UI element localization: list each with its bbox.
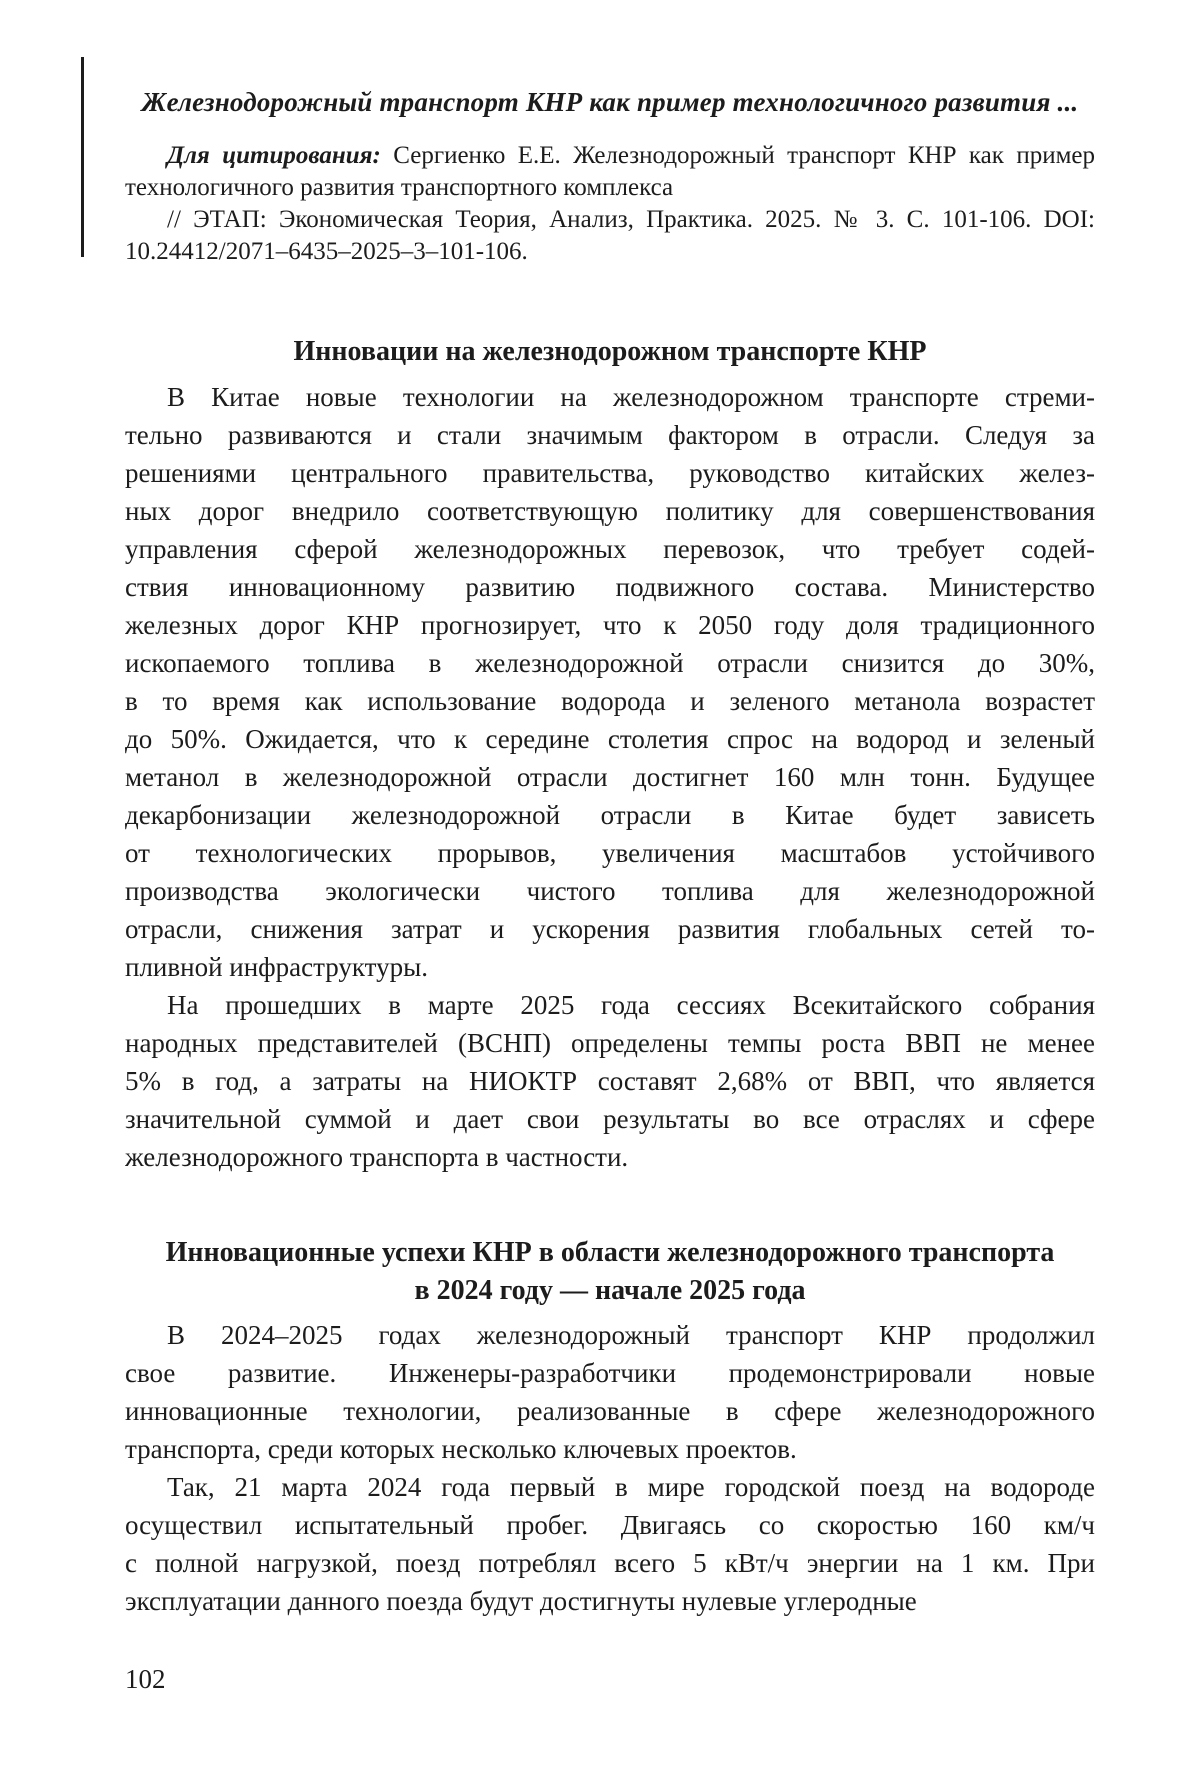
text-line: с полной нагрузкой, поезд потреблял всего 5 кВт/ч энергии на 1 км. При	[125, 1548, 1095, 1578]
paragraph	[125, 1468, 1095, 1620]
text-line: инновационные технологии, реализованные в сфере железнодорожного	[125, 1396, 1095, 1426]
section-heading-successes	[125, 1234, 1095, 1310]
text-line: управления сферой железнодорожных перевозок, что требует содей-	[125, 534, 1095, 564]
page-number: 102	[125, 1664, 166, 1694]
text-line: железнодорожного транспорта в частности.	[125, 1142, 629, 1172]
citation-doi: 10.24412/2071–6435–2025–3–101-106.	[125, 238, 528, 265]
text-line: Так, 21 марта 2024 года первый в мире городской поезд на водороде	[167, 1472, 1095, 1502]
text-line: осуществил испытательный пробег. Двигаясь со скоростью 160 км/ч	[125, 1510, 1095, 1540]
heading-line: Инновационные успехи КНР в области железнодорожного транспорта	[165, 1237, 1055, 1268]
text-line: железных дорог КНР прогнозирует, что к 2050 году доля традиционного	[125, 610, 1095, 640]
citation-line: технологичного развития транспортного комплекса	[125, 174, 674, 201]
page-content	[125, 0, 1095, 1620]
text-line: В 2024–2025 годах железнодорожный транспорт КНР продолжил	[167, 1320, 1095, 1350]
text-line: 5% в год, а затраты на НИОКТР составят 2,68% от ВВП, что является	[125, 1066, 1095, 1096]
text-line: транспорта, среди которых несколько ключевых проектов.	[125, 1434, 797, 1464]
running-header: Железнодорожный транспорт КНР как пример технологичного развития ...	[141, 87, 1079, 117]
text-line: пливной инфраструктуры.	[125, 952, 428, 982]
text-line: свое развитие. Инженеры-разработчики продемонстрировали новые	[125, 1358, 1095, 1388]
text-line: метанол в железнодорожной отрасли достигнет 160 млн тонн. Будущее	[125, 762, 1095, 792]
paragraph	[125, 1316, 1095, 1468]
paragraph	[125, 986, 1095, 1176]
text-line: ных дорог внедрило соответствующую политику для совершенствования	[125, 496, 1095, 526]
section-heading-innovations: Инновации на железнодорожном транспорте КНР	[293, 336, 927, 367]
paragraph	[125, 378, 1095, 986]
text-line: в то время как использование водорода и зеленого метанола возрастет	[125, 686, 1095, 716]
text-line: решениями центрального правительства, руководство китайских желез-	[125, 458, 1095, 488]
text-line: отрасли, снижения затрат и ускорения развития глобальных сетей то-	[125, 914, 1095, 944]
heading-line: в 2024 году — начале 2025 года	[414, 1275, 806, 1306]
text-line: тельно развиваются и стали значимым фактором в отрасли. Следуя за	[125, 420, 1095, 450]
citation-line	[125, 140, 1095, 172]
citation-block	[125, 140, 1095, 268]
left-margin-rule	[81, 57, 84, 257]
text-line: значительной суммой и дает свои результаты во все отраслях и сфере	[125, 1104, 1095, 1134]
citation-line: // ЭТАП: Экономическая Теория, Анализ, Практика. 2025. № 3. С. 101-106. DOI:	[167, 206, 1095, 233]
text-line: эксплуатации данного поезда будут достигнуты нулевые углеродные	[125, 1586, 917, 1616]
text-line: от технологических прорывов, увеличения масштабов устойчивого	[125, 838, 1095, 868]
text-line: На прошедших в марте 2025 года сессиях Всекитайского собрания	[167, 990, 1095, 1020]
text-line: ископаемого топлива в железнодорожной отрасли снизится до 30%,	[125, 648, 1095, 678]
text-line: производства экологически чистого топлива для железнодорожной	[125, 876, 1095, 906]
text-line: до 50%. Ожидается, что к середине столетия спрос на водород и зеленый	[125, 724, 1095, 754]
text-line: ствия инновационному развитию подвижного состава. Министерство	[125, 572, 1095, 602]
text-line: народных представителей (ВСНП) определены темпы роста ВВП не менее	[125, 1028, 1095, 1058]
text-line: В Китае новые технологии на железнодорожном транспорте стреми-	[167, 382, 1095, 412]
text-line: декарбонизации железнодорожной отрасли в Китае будет зависеть	[125, 800, 1095, 830]
citation-label: Для цитирования:	[167, 142, 381, 169]
citation-text: Сергиенко Е.Е. Железнодорожный транспорт КНР как пример	[380, 142, 1095, 169]
